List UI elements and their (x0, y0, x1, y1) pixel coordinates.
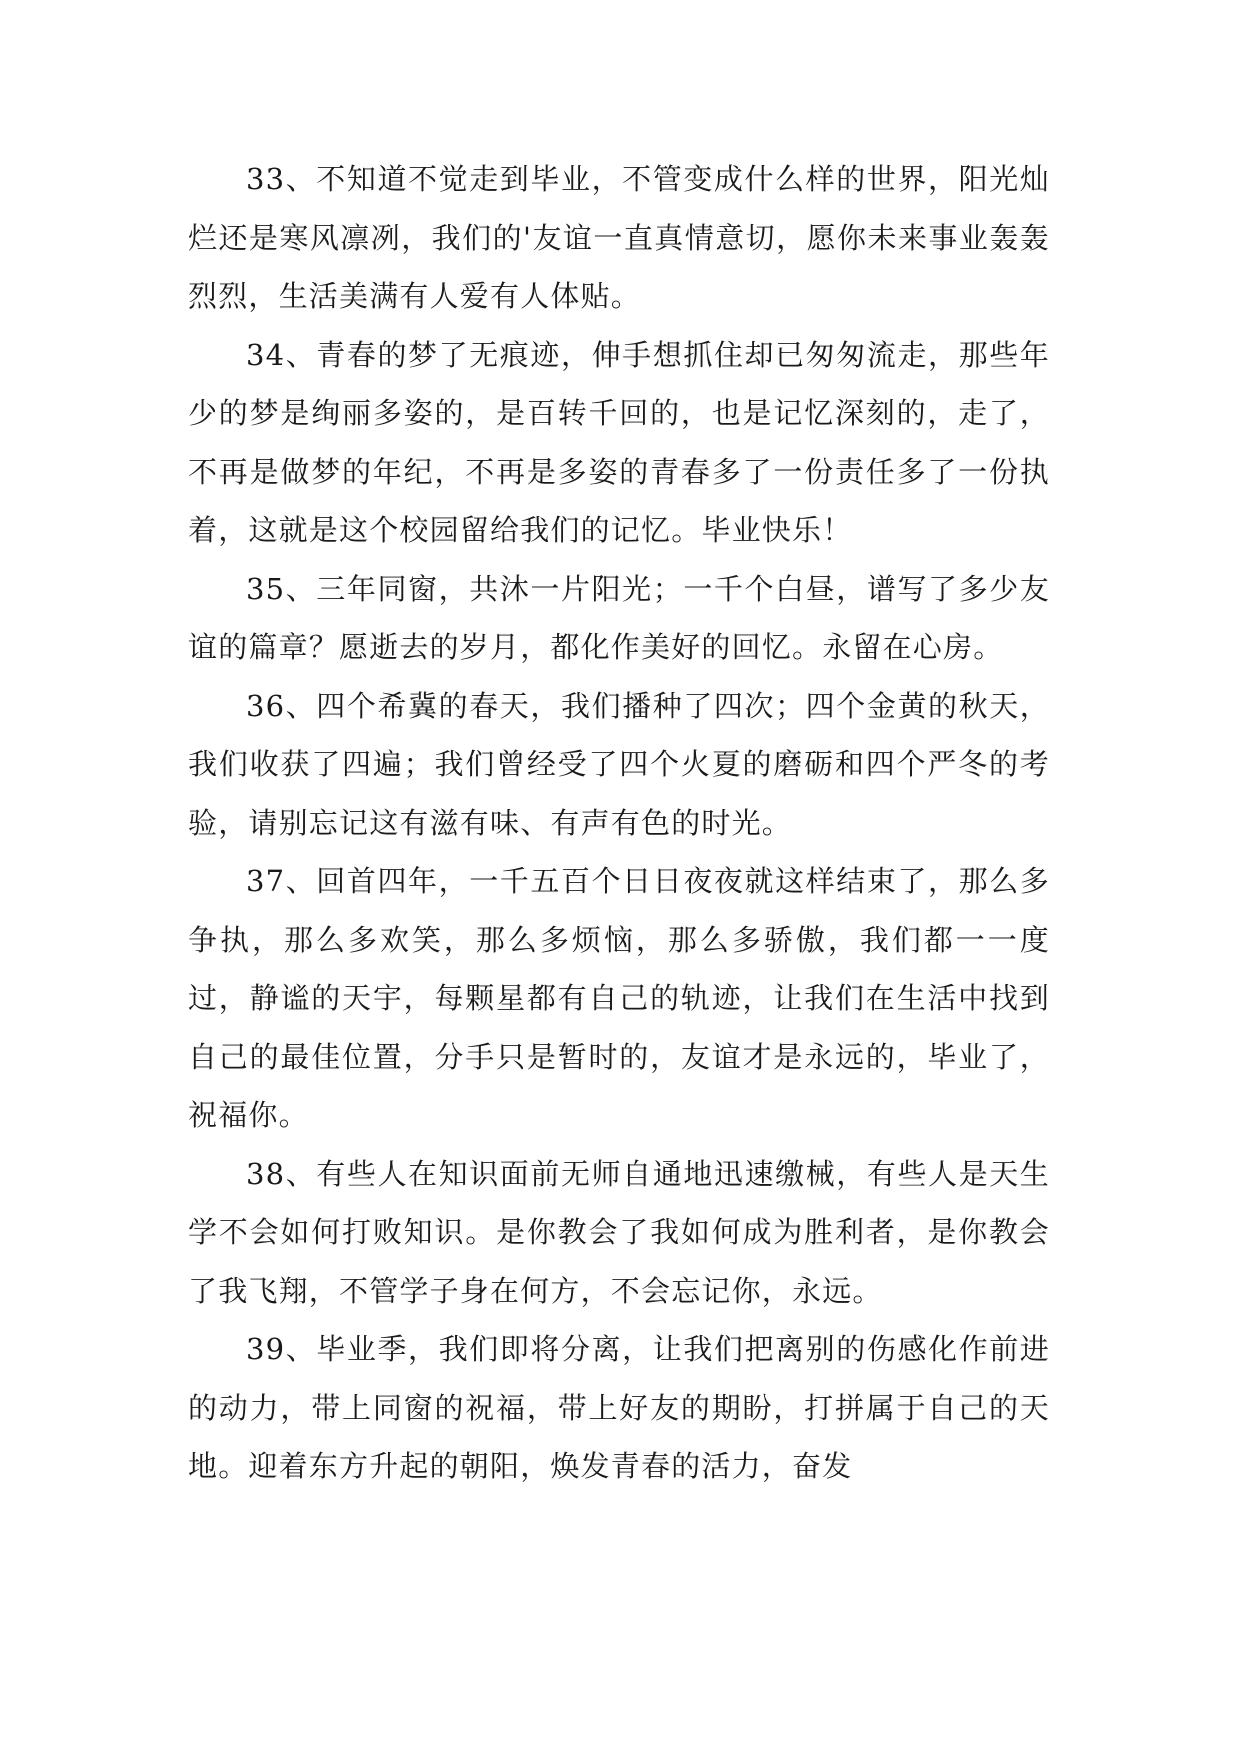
paragraph-33: 33、不知道不觉走到毕业，不管变成什么样的世界，阳光灿烂还是寒风凛冽，我们的'友谊一直真情意切，愿你未来事业轰轰烈烈，生活美满有人爱有人体贴。 (188, 162, 1050, 313)
paragraph-35: 35、三年同窗，共沐一片阳光；一千个白昼，谱写了多少友谊的篇章？愿逝去的岁月，都化作美好的回忆。永留在心房。 (188, 571, 1050, 664)
document-body (188, 150, 1050, 1496)
paragraph-38: 38、有些人在知识面前无师自通地迅速缴械，有些人是天生学不会如何打败知识。是你教会了我如何成为胜利者，是你教会了我飞翔，不管学子身在何方，不会忘记你，永远。 (188, 1156, 1050, 1308)
paragraph-36: 36、四个希冀的春天，我们播种了四次；四个金黄的秋天，我们收获了四遍；我们曾经受了四个火夏的磨砺和四个严冬的考验，请别忘记这有滋有味、有声有色的时光。 (188, 688, 1050, 840)
paragraph-37: 37、回首四年，一千五百个日日夜夜就这样结束了，那么多争执，那么多欢笑，那么多烦恼，那么多骄傲，我们都一一度过，静谧的天宇，每颗星都有自己的轨迹，让我们在生活中找到自己的最佳位置，分手只是暂时的，友谊才是永远的，毕业了，祝福你。 (188, 864, 1050, 1132)
paragraph-39: 39、毕业季，我们即将分离，让我们把离别的伤感化作前进的动力，带上同窗的祝福，带上好友的期盼，打拼属于自己的天地。迎着东方升起的朝阳，焕发青春的活力，奋发 (188, 1332, 1050, 1483)
paragraph-34: 34、青春的梦了无痕迹，伸手想抓住却已匆匆流走，那些年少的梦是绚丽多姿的，是百转千回的，也是记忆深刻的，走了，不再是做梦的年纪，不再是多姿的青春多了一份责任多了一份执着，这就是这个校园留给我们的记忆。毕业快乐！ (188, 337, 1050, 547)
